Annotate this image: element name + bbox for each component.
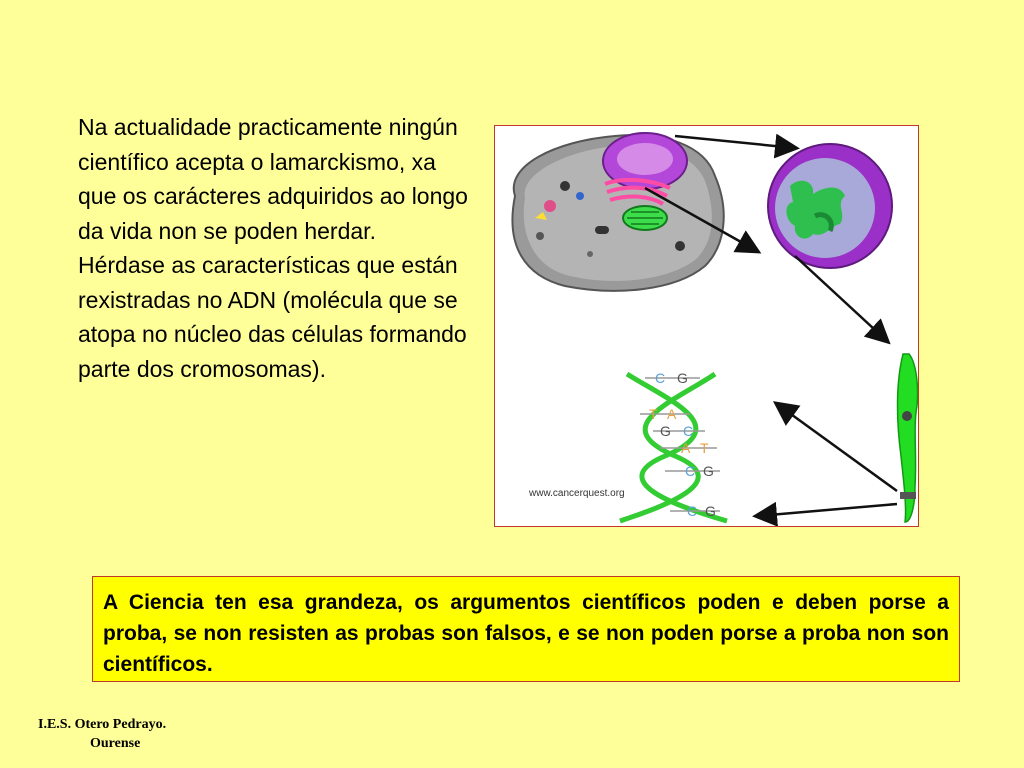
dna-base-right-1: G: [677, 370, 688, 386]
dna-base-right-5: G: [703, 463, 714, 479]
dna-base-left-6: C: [687, 503, 698, 519]
dna-base-left-1: C: [655, 370, 666, 386]
dna-base-left-3: G: [660, 423, 671, 439]
footer-city: Ourense: [90, 736, 141, 751]
dna-base-left-4: A: [681, 440, 691, 456]
science-callout: A Ciencia ten esa grandeza, os argumentos científicos poden e deben porse a proba, se non resisten as probas son falsos, e se non poden porse a proba non son científicos.: [92, 576, 960, 682]
dna-base-right-4: T: [700, 440, 709, 456]
cell-dna-illustration: [495, 126, 918, 526]
chromosome-drawing: [898, 354, 918, 522]
dna-base-left-2: T: [649, 406, 658, 422]
dna-base-right-2: A: [667, 406, 677, 422]
cell-drawing: [512, 133, 723, 291]
footer-credit: [38, 715, 198, 753]
dna-helix: [620, 370, 727, 521]
dna-base-right-6: G: [705, 503, 716, 519]
dna-base-left-5: C: [685, 463, 696, 479]
cell-to-dna-figure: [494, 125, 919, 527]
footer-school: I.E.S. Otero Pedrayo.: [38, 717, 167, 732]
main-paragraph: Na actualidade practicamente ningún científico acepta o lamarckismo, xa que os carácteres adquiridos ao longo da vida non se poden herdar. Hérdase as características que están rexistradas no ADN (molécula que se atopa no núcleo das células formando parte dos cromosomas).: [78, 114, 468, 382]
figure-watermark: www.cancerquest.org: [529, 488, 625, 499]
nucleus-drawing: [768, 144, 892, 268]
dna-base-right-3: C: [683, 423, 694, 439]
